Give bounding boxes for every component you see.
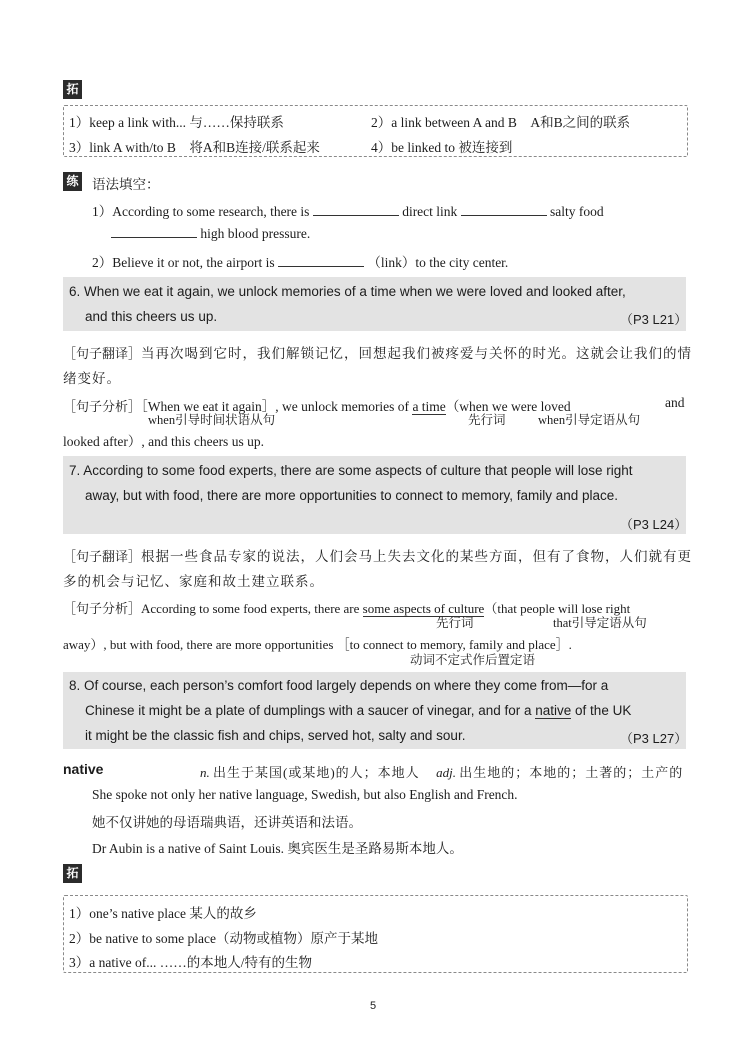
native-phrase-1: 1）one’s native place 某人的故乡 <box>69 906 257 921</box>
blank-1[interactable] <box>313 204 399 216</box>
native-phrase-3: 3）a native of... ……的本地人/特有的生物 <box>69 955 312 970</box>
sentence-8-line2: Chinese it might be a plate of dumplings with a saucer of vinegar, and for a native of the UK <box>85 703 632 718</box>
page-number: 5 <box>370 1000 377 1012</box>
exercise-q1-line2: high blood pressure. <box>111 226 310 242</box>
sentence-6-note-attributive: when引导定语从句 <box>538 413 641 427</box>
sentence-6-translation-line1: ［句子翻译］当再次喝到它时，我们解锁记忆，回想起我们被疼爱与关怀的时光。这就会让我们的情 <box>63 346 693 361</box>
exercise-q1-line1: 1）According to some research, there is direct link salty food <box>92 204 604 219</box>
sentence-7-note-antecedent: 先行词 <box>436 616 474 630</box>
sentence-7-analysis-line2: away）, but with food, there are more opportunities ［to connect to memory, family and place］. <box>63 637 572 652</box>
blank-4[interactable] <box>278 255 364 267</box>
native-phrase-2: 2）be native to some place（动物或植物）原产于某地 <box>69 931 378 946</box>
blank-3[interactable] <box>111 226 197 238</box>
sentence-6-ref: （P3 L21） <box>620 312 688 327</box>
sentence-6-line1: 6. When we eat it again, we unlock memories of a time when we were loved and looked after, <box>69 284 626 299</box>
sentence-7-analysis-line1: ［句子分析］According to some food experts, there are some aspects of culture（that people will lose right <box>63 601 631 616</box>
sentence-6-note-antecedent: 先行词 <box>468 413 506 427</box>
link-phrase-2: 2）a link between A and B A和B之间的联系 <box>371 115 631 130</box>
sentence-6-note-adverbial: when引导时间状语从句 <box>148 413 276 427</box>
sentence-6-translation-line2: 绪变好。 <box>63 371 121 386</box>
sentence-7-translation-line2: 多的机会与记忆、家庭和故土建立联系。 <box>63 574 324 589</box>
native-example-1: She spoke not only her native language, Swedish, but also English and French. <box>92 787 518 802</box>
exercise-title: 语法填空： <box>92 177 160 192</box>
link-phrase-3: 3）link A with/to B 将A和B连接/联系起来 <box>69 140 320 155</box>
sentence-8-line1: 8. Of course, each person’s comfort food largely depends on where they come from—for a <box>69 678 609 693</box>
vocab-word-native: native <box>63 761 104 777</box>
sentence-6-analysis-line2: looked after）, and this cheers us up. <box>63 434 264 449</box>
sentence-8-line3: it might be the classic fish and chips, served hot, salty and sour. <box>85 728 466 743</box>
sentence-6-analysis-and: and <box>665 395 685 410</box>
sentence-7-note-infinitive: 动词不定式作后置定语 <box>410 653 536 667</box>
exercise-q2: 2）Believe it or not, the airport is （link）to the city center. <box>92 255 509 270</box>
lian-label: 练 <box>63 172 82 191</box>
vocab-definitions: n. 出生于某国(或某地)的人；本地人 adj. 出生地的；本地的；土著的；土产的 <box>200 765 684 780</box>
sentence-8-ref: （P3 L27） <box>620 731 688 746</box>
sentence-7-translation-line1: ［句子翻译］根据一些食品专家的说法，人们会马上失去文化的某些方面，但有了食物，人们就有更 <box>63 549 693 564</box>
blank-2[interactable] <box>461 204 547 216</box>
sentence-6-analysis-line1: ［句子分析］［When we eat it again］, we unlock memories of a time（when we were loved <box>63 399 571 414</box>
native-example-1-cn: 她不仅讲她的母语瑞典语，还讲英语和法语。 <box>92 815 362 830</box>
sentence-6-line2: and this cheers us up. <box>85 309 218 324</box>
tuo-label-2: 拓 <box>63 864 82 883</box>
tuo-label: 拓 <box>63 80 82 99</box>
sentence-7-line1: 7. According to some food experts, there are some aspects of culture that people will lose right <box>69 463 633 478</box>
sentence-7-ref: （P3 L24） <box>620 517 688 532</box>
link-phrase-1: 1）keep a link with... 与……保持联系 <box>69 115 284 130</box>
sentence-7-note-that-clause: that引导定语从句 <box>553 616 647 630</box>
sentence-7-line2: away, but with food, there are more opportunities to connect to memory, family and place. <box>85 488 619 503</box>
link-phrase-4: 4）be linked to 被连接到 <box>371 140 513 155</box>
native-example-2: Dr Aubin is a native of Saint Louis. 奥宾医生是圣路易斯本地人。 <box>92 841 463 856</box>
